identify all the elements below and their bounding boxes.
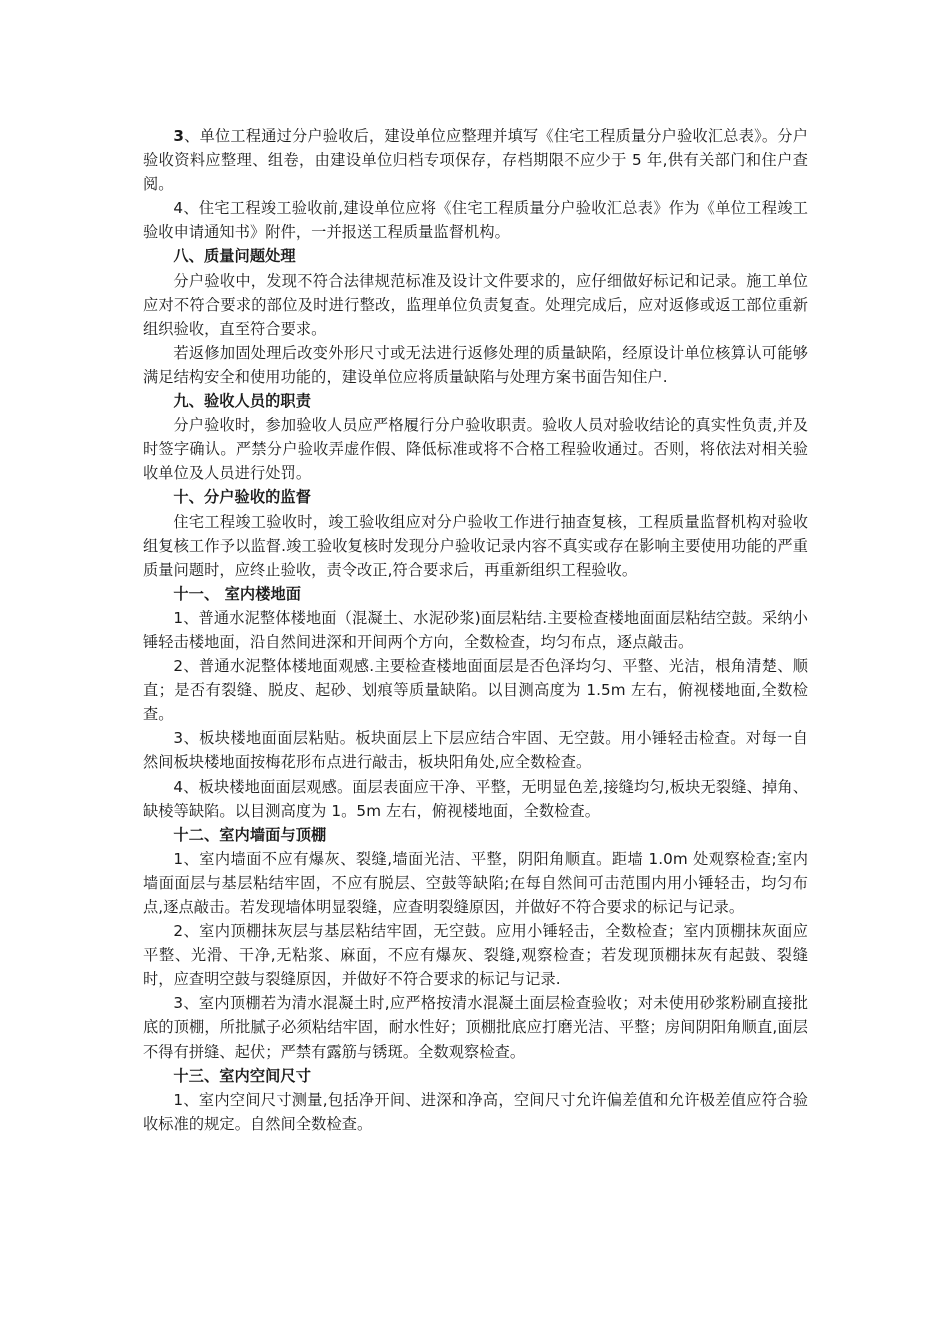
paragraph-text: 住宅工程竣工验收时，竣工验收组应对分户验收工作进行抽查复核，工程质量监督机构对验收组复核工作予以监督.竣工验收复核时发现分户验收记录内容不真实或存在影响主要使用功能的严重质量问题时，应终止验收，责令改正,符合要求后，再重新组织工程验收。: [143, 512, 808, 579]
section-heading-text: 十三、室内空间尺寸: [173, 1066, 311, 1085]
paragraph: [143, 606, 808, 654]
paragraph: [143, 413, 808, 485]
section-heading: [143, 485, 808, 509]
paragraph-text: 4、板块楼地面面层观感。面层表面应干净、平整，无明显色差,接缝均匀,板块无裂缝、掉角、缺棱等缺陷。以目测高度为 1。5m 左右，俯视楼地面，全数检查。: [143, 777, 808, 820]
paragraph: [143, 775, 808, 823]
paragraph: [143, 124, 808, 196]
paragraph-text: 1、室内墙面不应有爆灰、裂缝,墙面光洁、平整，阴阳角顺直。距墙 1.0m 处观察检查;室内墙面面层与基层粘结牢固，不应有脱层、空鼓等缺陷;在每自然间可击范围内用小锤轻击，均匀布点,逐点敲击。若发现墙体明显裂缝，应查明裂缝原因，并做好不符合要求的标记与记录。: [143, 849, 808, 916]
paragraph-text: 4、住宅工程竣工验收前,建设单位应将《住宅工程质量分户验收汇总表》作为《单位工程竣工验收申请通知书》附件，一并报送工程质量监督机构。: [143, 199, 808, 242]
paragraph-text: 2、普通水泥整体楼地面观感.主要检查楼地面面层是否色泽均匀、平整、光洁，根角清楚、顺直；是否有裂缝、脱皮、起砂、划痕等质量缺陷。以目测高度为 1.5m 左右，俯视楼地面,全数检查。: [143, 657, 808, 724]
paragraph: [143, 654, 808, 726]
section-heading-text: 十、分户验收的监督: [173, 488, 311, 507]
section-heading: [143, 244, 808, 268]
section-heading-text: 八、质量问题处理: [173, 247, 296, 266]
paragraph-number: 3: [173, 127, 185, 145]
section-heading-text: 十二、室内墙面与顶棚: [173, 825, 327, 844]
paragraph: [143, 341, 808, 389]
paragraph: [143, 726, 808, 774]
document-body: [143, 124, 808, 1136]
paragraph: [143, 510, 808, 582]
paragraph: [143, 991, 808, 1063]
paragraph-text: 2、室内顶棚抹灰层与基层粘结牢固，无空鼓。应用小锤轻击，全数检查；室内顶棚抹灰面应平整、光滑、干净,无粘浆、麻面，不应有爆灰、裂缝,观察检查；若发现顶棚抹灰有起鼓、裂缝时，应查明空鼓与裂缝原因，并做好不符合要求的标记与记录.: [143, 922, 808, 989]
section-heading-text: 十一、 室内楼地面: [173, 584, 302, 603]
paragraph: [143, 1088, 808, 1136]
paragraph: [143, 269, 808, 341]
paragraph-text: 3、室内顶棚若为清水混凝土时,应严格按清水混凝土面层检查验收；对未使用砂浆粉刷直接批底的顶棚，所批腻子必须粘结牢固，耐水性好；顶棚批底应打磨光洁、平整；房间阴阳角顺直,面层不得有拼缝、起伏；严禁有露筋与锈斑。全数观察检查。: [143, 994, 808, 1061]
section-heading: [143, 1064, 808, 1088]
paragraph-text: 分户验收时，参加验收人员应严格履行分户验收职责。验收人员对验收结论的真实性负责,并及时签字确认。严禁分户验收弄虚作假、降低标准或将不合格工程验收通过。否则，将依法对相关验收单位及人员进行处罚。: [143, 416, 808, 483]
section-heading-text: 九、验收人员的职责: [173, 392, 311, 411]
section-heading: [143, 823, 808, 847]
paragraph: [143, 196, 808, 244]
section-heading: [143, 582, 808, 606]
paragraph-text: 1、室内空间尺寸测量,包括净开间、进深和净高，空间尺寸允许偏差值和允许极差值应符合验收标准的规定。自然间全数检查。: [143, 1090, 808, 1133]
paragraph-text: 分户验收中，发现不符合法律规范标准及设计文件要求的，应仔细做好标记和记录。施工单位应对不符合要求的部位及时进行整改，监理单位负责复查。处理完成后，应对返修或返工部位重新组织验收，直至符合要求。: [143, 271, 808, 338]
paragraph: [143, 847, 808, 919]
paragraph-text: 3、板块楼地面面层粘贴。板块面层上下层应结合牢固、无空鼓。用小锤轻击检查。对每一自然间板块楼地面按梅花形布点进行敲击，板块阳角处,应全数检查。: [143, 729, 808, 772]
section-heading: [143, 389, 808, 413]
paragraph-text: 若返修加固处理后改变外形尺寸或无法进行返修处理的质量缺陷，经原设计单位核算认可能够满足结构安全和使用功能的，建设单位应将质量缺陷与处理方案书面告知住户.: [143, 343, 808, 386]
paragraph: [143, 919, 808, 991]
paragraph-text: 1、普通水泥整体楼地面（混凝土、水泥砂浆)面层粘结.主要检查楼地面面层粘结空鼓。采纳小锤轻击楼地面，沿自然间进深和开间两个方向，全数检查，均匀布点，逐点敲击。: [143, 608, 808, 651]
paragraph-text: 、单位工程通过分户验收后，建设单位应整理并填写《住宅工程质量分户验收汇总表》。分户验收资料应整理、组卷，由建设单位归档专项保存，存档期限不应少于 5 年,供有关部门和住户查阅。: [143, 127, 808, 194]
